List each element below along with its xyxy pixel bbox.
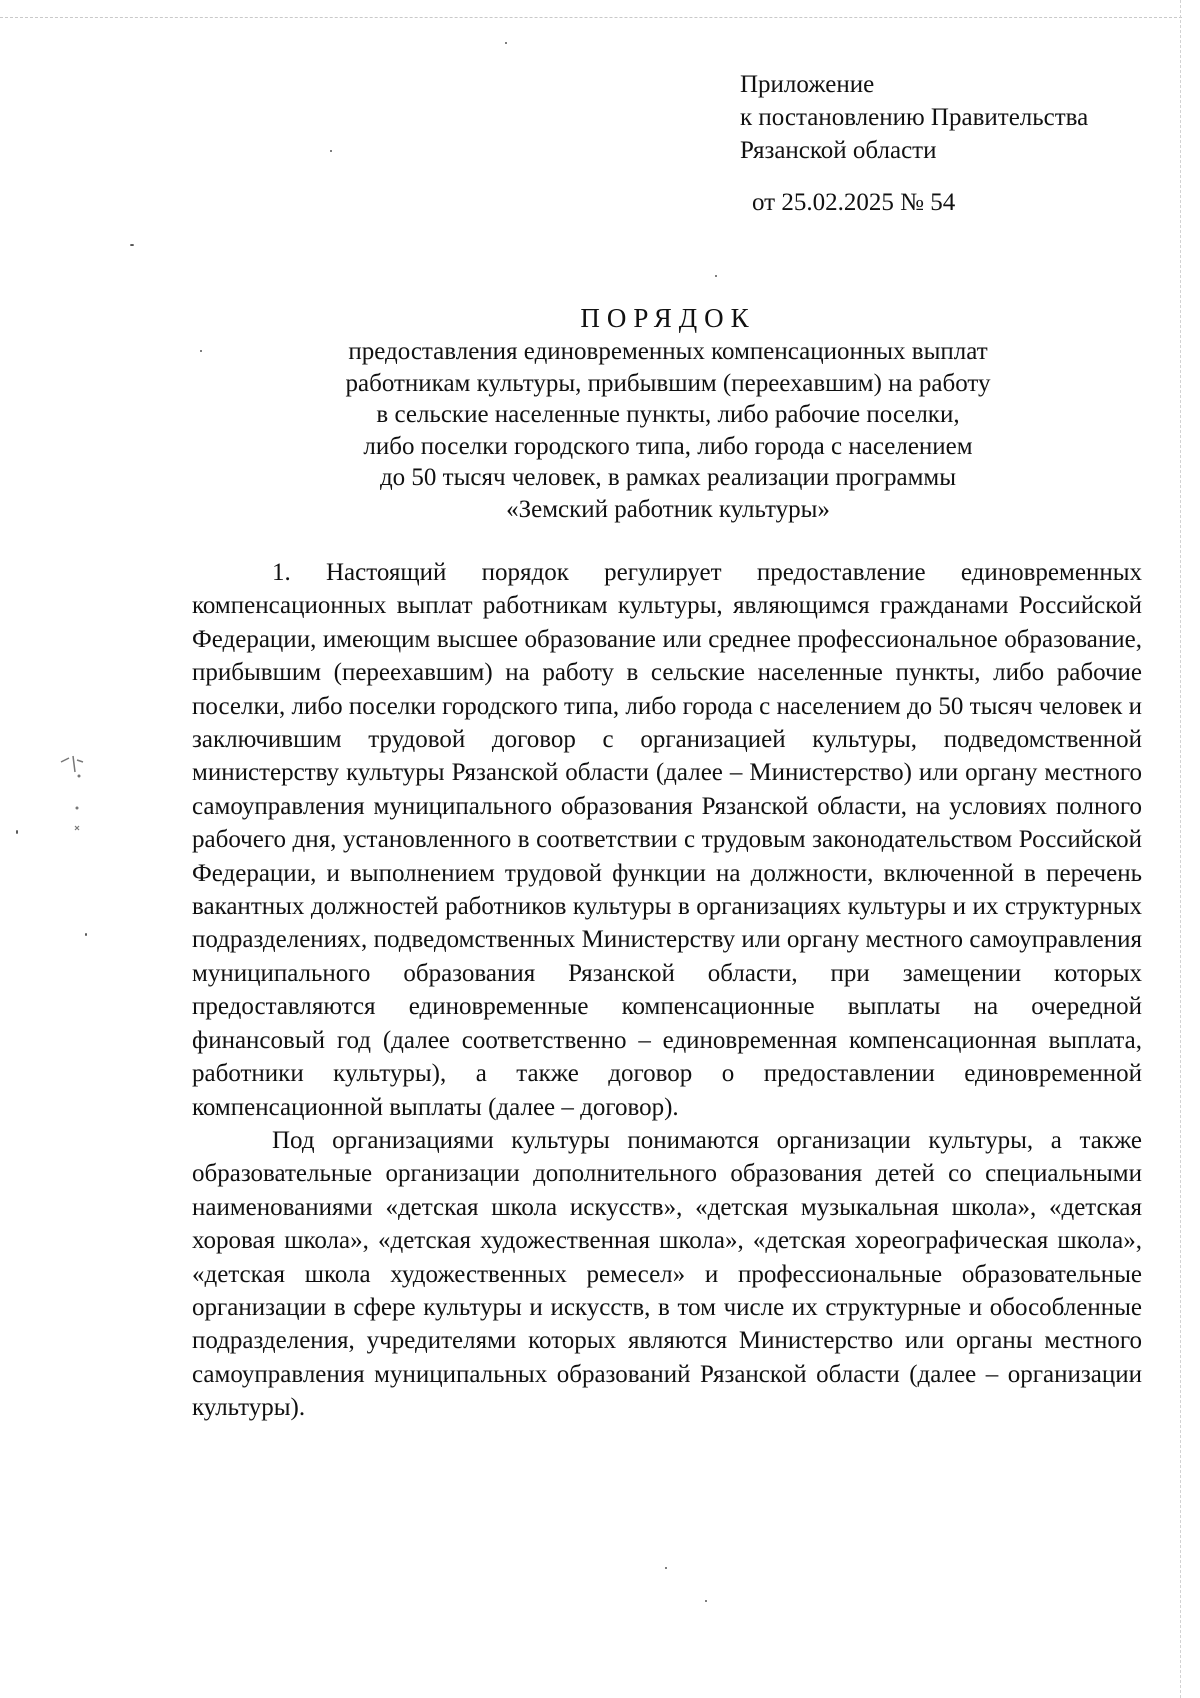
scan-top-edge — [0, 17, 1182, 18]
scan-marks-icon — [55, 750, 95, 850]
body-paragraph-2: Под организациями культуры понимаются организации культуры, а также образовательные организации дополнительного образования детей со специальными наименованиями «детская школа искусств», «детская музыкальная школа», «детская хоровая школа», «детская художественная школа», «детская хореографическая школа», «детская школа художественных ремесел» и профессиональные образовательные организации в сфере культуры и искусств, в том числе их структурные и обособленные подразделения, учредителями которых являются Министерство или органы местного самоуправления муниципальных образований Рязанской области (далее – организации культуры). — [192, 1126, 1142, 1422]
scan-speck — [505, 42, 507, 44]
scan-right-edge — [1180, 0, 1181, 1698]
annex-block — [740, 68, 1088, 167]
subtitle-line: работникам культуры, прибывшим (переехавшим) на работу — [345, 369, 991, 397]
document-title: ПОРЯДОК — [580, 303, 756, 333]
scan-speck — [130, 244, 134, 246]
document-body — [192, 556, 1142, 1425]
scan-speck — [715, 275, 717, 277]
scan-speck — [705, 1600, 707, 1602]
annex-line: к постановлению Правительства — [740, 104, 1089, 131]
decree-reference: от 25.02.2025 № 54 — [752, 189, 956, 216]
subtitle-line: предоставления единовременных компенсационных выплат — [348, 338, 988, 365]
scan-speck — [16, 830, 18, 834]
subtitle-line: либо поселки городского типа, либо города с населением — [363, 432, 973, 460]
annex-line: Приложение — [740, 71, 875, 98]
scan-mark-cluster — [55, 750, 95, 853]
annex-line: Рязанской области — [740, 137, 937, 164]
subtitle-line: «Земский работник культуры» — [506, 495, 830, 523]
scan-speck — [200, 350, 202, 352]
subtitle-line: до 50 тысяч человек, в рамках реализации программы — [379, 464, 957, 492]
scan-speck — [665, 1567, 667, 1569]
subtitle-line: в сельские населенные пункты, либо рабочие поселки, — [376, 401, 960, 429]
document-subtitle — [280, 336, 1056, 526]
body-paragraph-1: 1. Настоящий порядок регулирует предоставление единовременных компенсационных выплат работникам культуры, являющимся гражданами Российской Федерации, имеющим высшее образование или среднее профессиональное образование, прибывшим (переехавшим) на работу в сельские населенные пункты, либо рабочие поселки, либо поселки городского типа, либо города с населением до 50 тысяч человек и заключившим трудовой договор с организацией культуры, подведомственной министерству культуры Рязанской области (далее – Министерство) или органу местного самоуправления муниципального образования Рязанской области, на условиях полного рабочего дня, установленного в соответствии с трудовым законодательством Российской Федерации, и выполнением трудовой функции на должности, включенной в перечень вакантных должностей работников культуры в организациях культуры и их структурных подразделениях, подведомственных Министерству или органу местного самоуправления муниципального образования Рязанской области, при замещении которых предоставляются единовременные компенсационные выплаты на очередной финансовый год (далее соответственно – единовременная компенсационная выплата, работники культуры), а также договор о предоставлении единовременной компенсационной выплаты (далее – договор). — [192, 559, 1142, 1121]
scan-speck — [85, 933, 87, 936]
scan-speck — [330, 150, 332, 152]
